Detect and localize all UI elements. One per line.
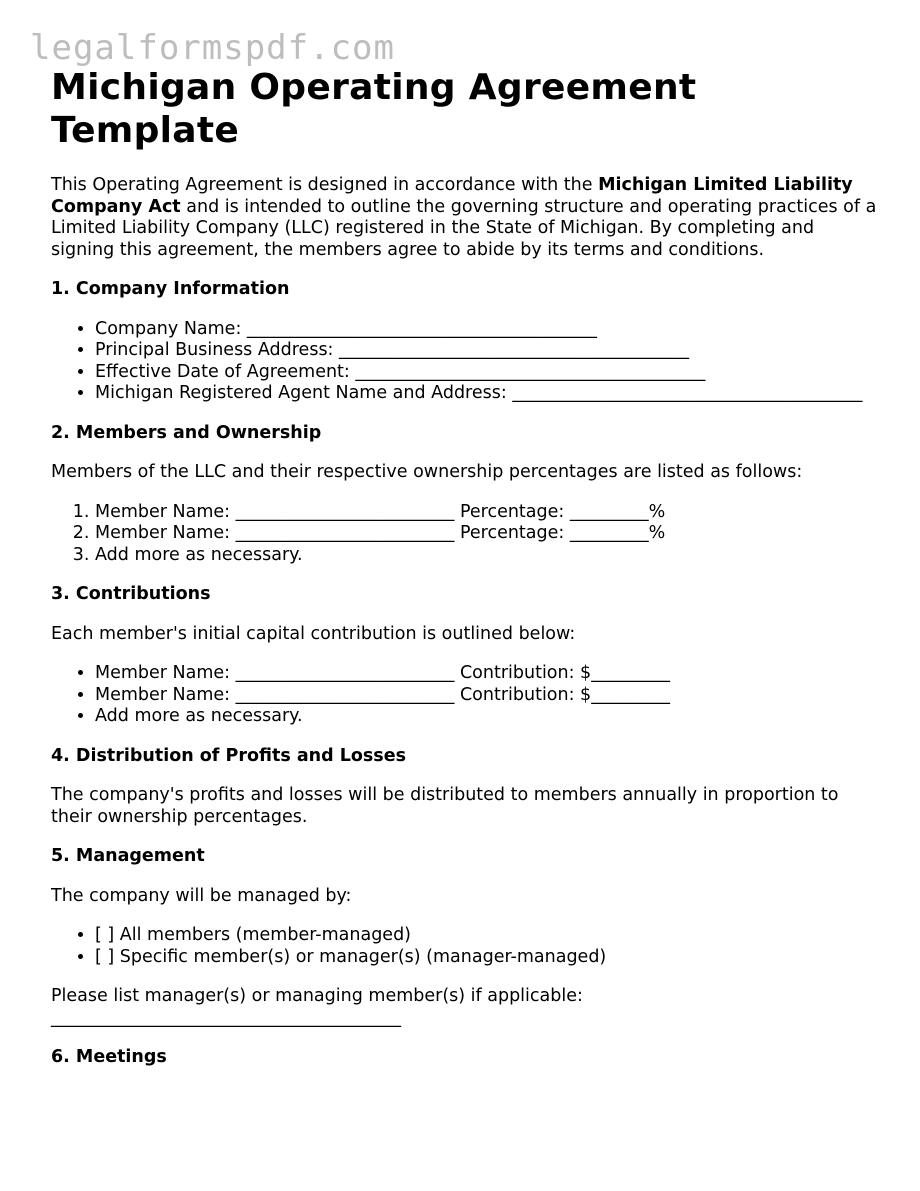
- list-item-company-name: • Company Name: ________________________________________: [95, 319, 881, 341]
- management-description: The company will be managed by:: [51, 885, 352, 906]
- contributions-description: Each member's initial capital contribution is outlined below:: [51, 623, 576, 644]
- section-heading-company-information: 1. Company Information: [51, 279, 290, 299]
- page-title: Michigan Operating Agreement Template: [51, 67, 697, 151]
- list-item-principal-address: • Principal Business Address: ________________________________________: [95, 340, 881, 362]
- list-item-effective-date: • Effective Date of Agreement: ________________________________________: [95, 362, 881, 384]
- document-body: [51, 175, 881, 1087]
- list-item-member-managed: • [ ] All members (member-managed): [95, 925, 881, 947]
- intro-text-before: This Operating Agreement is designed in accordance with the: [51, 175, 599, 195]
- section-heading-distribution: 4. Distribution of Profits and Losses: [51, 745, 407, 766]
- contributions-list: [51, 663, 881, 728]
- members-description: Members of the LLC and their respective ownership percentages are listed as follows:: [51, 462, 803, 482]
- intro-act-name: Michigan Limited Liability Company Act: [51, 175, 853, 217]
- intro-text-after: and is intended to outline the governing structure and operating practices of a Limited Liability Company (LLC) registered in the State of Michigan. By completing and signing this agreement, the members agree to abide by its terms and conditions.: [51, 196, 877, 260]
- section-heading-management: 5. Management: [51, 846, 205, 866]
- watermark: legalformspdf.com: [30, 28, 395, 68]
- company-information-list: [51, 319, 881, 405]
- section-heading-members-ownership: 2. Members and Ownership: [51, 422, 322, 443]
- intro-paragraph: [51, 175, 881, 261]
- list-item-contribution-2: • Member Name: _________________________ Contribution: $_________: [95, 685, 881, 707]
- list-item-contribution-1: • Member Name: _________________________ Contribution: $_________: [95, 663, 881, 685]
- list-item-registered-agent: • Michigan Registered Agent Name and Address: ________________________________________: [95, 383, 881, 405]
- list-item-member-2: 2. Member Name: _________________________ Percentage: _________%: [95, 523, 881, 545]
- section-heading-contributions: 3. Contributions: [51, 584, 211, 604]
- list-item-member-more: 3. Add more as necessary.: [95, 545, 881, 567]
- management-options-list: [51, 925, 881, 968]
- section-heading-meetings: 6. Meetings: [51, 1047, 167, 1067]
- list-item-contribution-more: • Add more as necessary.: [95, 706, 881, 728]
- distribution-description: The company's profits and losses will be distributed to members annually in proportion to their ownership percentages.: [51, 785, 839, 827]
- list-item-member-1: 1. Member Name: _________________________ Percentage: _________%: [95, 502, 881, 524]
- members-list: [51, 502, 881, 567]
- managers-list-note: Please list manager(s) or managing member(s) if applicable: ________________________________________: [51, 986, 583, 1028]
- list-item-manager-managed: • [ ] Specific member(s) or manager(s) (manager-managed): [95, 947, 881, 969]
